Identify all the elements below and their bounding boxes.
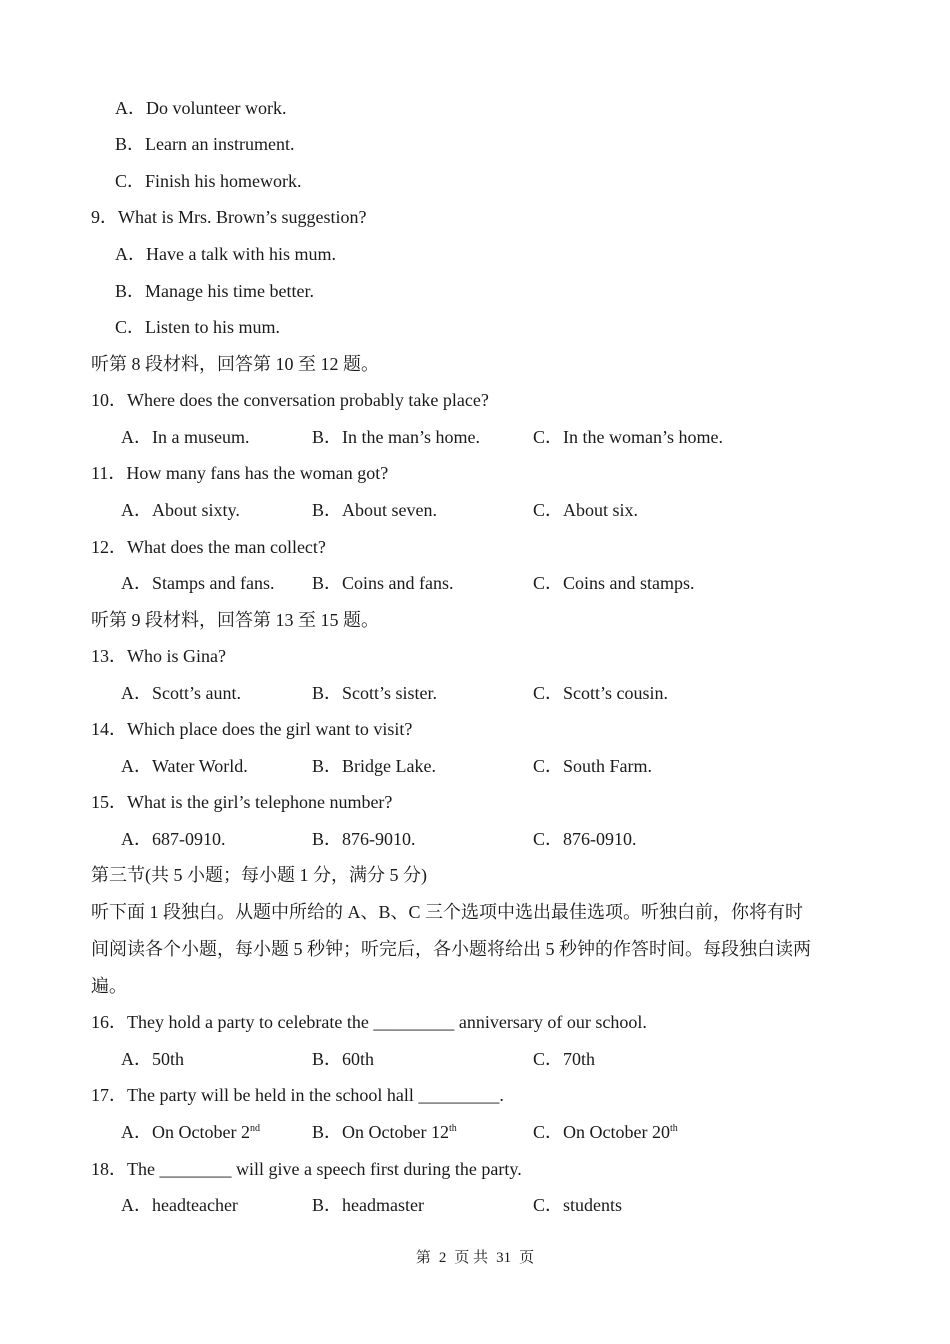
q10-option-b: B．In the man’s home. (312, 427, 480, 447)
section9-intro: 听第 9 段材料，回答第 13 至 15 题。 (91, 610, 379, 630)
q13-option-c: C．Scott’s cousin. (533, 683, 669, 703)
q15-question: 15．What is the girl’s telephone number? (91, 792, 393, 812)
q8-option-b: B．Learn an instrument. (115, 134, 295, 154)
q8-option-a: A．Do volunteer work. (115, 98, 287, 118)
q12-option-a: A．Stamps and fans. (121, 573, 275, 593)
q15-option-b: B．876-9010. (312, 829, 416, 849)
q10-option-c: C．In the woman’s home. (533, 427, 723, 447)
q9-option-c: C．Listen to his mum. (115, 317, 281, 337)
q14-question: 14．Which place does the girl want to visit? (91, 719, 413, 739)
footer-page-number: 2 (438, 1250, 447, 1266)
q8-option-c: C．Finish his homework. (115, 171, 302, 191)
q17-option-b-suffix: th (448, 1123, 457, 1134)
q14-option-b: B．Bridge Lake. (312, 756, 436, 776)
q9-option-a: A．Have a talk with his mum. (115, 244, 336, 264)
part3-instructions-line2: 间阅读各个小题，每小题 5 秒钟；听完后，各小题将给出 5 秒钟的作答时间。每段独白读两 (91, 939, 811, 959)
q12-option-b: B．Coins and fans. (312, 573, 454, 593)
q18-option-a: A．headteacher (121, 1195, 238, 1215)
q17-option-a (121, 1121, 260, 1143)
q13-option-b: B．Scott’s sister. (312, 683, 438, 703)
q17-option-c-suffix: th (669, 1123, 678, 1134)
q11-option-a: A．About sixty. (121, 500, 240, 520)
q18-question: 18．The ________ will give a speech first during the party. (91, 1159, 522, 1179)
page-footer (0, 1246, 950, 1267)
q11-question: 11．How many fans has the woman got? (91, 463, 389, 483)
footer-total-pages: 31 (496, 1250, 512, 1266)
q16-question: 16．They hold a party to celebrate the _________ anniversary of our school. (91, 1012, 647, 1032)
q15-option-c: C．876-0910. (533, 829, 637, 849)
q12-question: 12．What does the man collect? (91, 537, 326, 557)
q14-option-c: C．South Farm. (533, 756, 653, 776)
q10-question: 10．Where does the conversation probably take place? (91, 390, 489, 410)
footer-suffix: 页 (519, 1250, 535, 1266)
q11-option-c: C．About six. (533, 500, 639, 520)
q12-option-c: C．Coins and stamps. (533, 573, 695, 593)
q17-option-b-text: B．On October 12 (312, 1122, 449, 1142)
q16-option-a: A．50th (121, 1049, 184, 1069)
q11-option-b: B．About seven. (312, 500, 437, 520)
q18-option-b: B．headmaster (312, 1195, 424, 1215)
q17-option-b (312, 1121, 457, 1143)
part3-heading: 第三节(共 5 小题；每小题 1 分，满分 5 分) (91, 865, 427, 885)
q17-option-c (533, 1121, 678, 1143)
q17-option-a-suffix: nd (249, 1123, 260, 1134)
part3-instructions-line3: 遍。 (91, 976, 127, 996)
q16-option-b: B．60th (312, 1049, 375, 1069)
q18-option-c: C．students (533, 1195, 623, 1215)
q9-option-b: B．Manage his time better. (115, 281, 314, 301)
q9-question: 9．What is Mrs. Brown’s suggestion? (91, 207, 367, 227)
q13-question: 13．Who is Gina? (91, 646, 226, 666)
section8-intro: 听第 8 段材料，回答第 10 至 12 题。 (91, 354, 379, 374)
part3-instructions-line1: 听下面 1 段独白。从题中所给的 A、B、C 三个选项中选出最佳选项。听独白前，你将有时 (91, 902, 804, 922)
q10-option-a: A．In a museum. (121, 427, 250, 447)
footer-middle: 页 共 (454, 1250, 489, 1266)
q17-question: 17．The party will be held in the school hall _________. (91, 1085, 504, 1105)
q13-option-a: A．Scott’s aunt. (121, 683, 241, 703)
q15-option-a: A．687-0910. (121, 829, 226, 849)
q16-option-c: C．70th (533, 1049, 596, 1069)
footer-prefix: 第 (415, 1250, 431, 1266)
q17-option-a-text: A．On October 2 (121, 1122, 250, 1142)
q17-option-c-text: C．On October 20 (533, 1122, 670, 1142)
q14-option-a: A．Water World. (121, 756, 248, 776)
